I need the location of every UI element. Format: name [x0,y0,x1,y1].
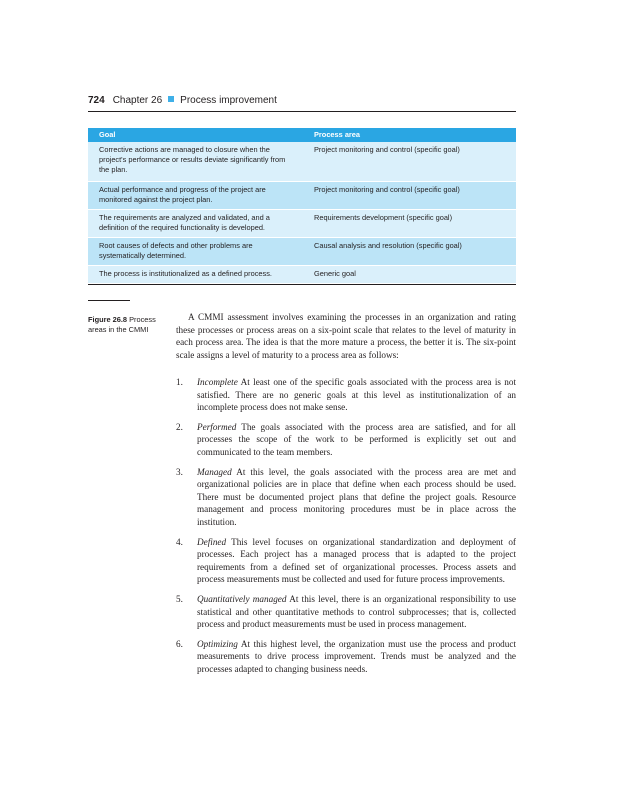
level-term: Defined [197,536,227,547]
process-areas-table [88,128,516,285]
list-item [176,638,516,676]
list-item-text [197,421,516,459]
header-rule [88,111,516,112]
table-row [88,210,516,238]
intro-paragraph: A CMMI assessment involves examining the processes in an organization and rating these processes or process areas on a six-point scale that relates to the level of maturity in each process area. The idea is that the more mature a process, the better it is. The six-point scale assigns a level of maturity to a process area as follows: [176,312,516,360]
list-item-text [197,593,516,631]
level-description: At this level, there is an organizational responsibility to use statistical and other quantitative methods to control subprocesses; that is, collected process and product measurements must be used in process management. [197,593,516,630]
list-item [176,593,516,631]
list-item [176,376,516,414]
table-header [88,128,516,142]
page-number: 724 [88,95,105,106]
list-number: 6. [176,638,183,649]
chapter-label: Chapter 26 [112,95,163,106]
table-row [88,238,516,266]
list-number: 3. [176,466,183,477]
maturity-levels-list [176,376,516,682]
table-row [88,142,516,182]
level-description: At this level, the goals associated with the process area are met and organizational policies are in place that define when each process should be used. There must be documented project plans that define the project goals. Resource management and process monitoring procedures must be in place across the institution. [197,466,516,527]
table-bottom-rule [88,284,516,285]
list-number: 1. [176,377,183,387]
level-description: This level focuses on organizational standardization and deployment of processes. Each project has a managed process that is adapted to the project requirements from a defined set of organizational processes. Process assets and process measurements must be collected and used for future process improvements. [197,536,516,585]
process-area-cell: Requirements development (specific goal) [314,213,453,222]
list-item-text [197,466,516,529]
level-description: The goals associated with the process area are satisfied, and for all processes the scope of the work to be performed is explicitly set out and communicated to the team members. [197,421,516,457]
list-number: 2. [176,421,183,432]
process-area-cell: Causal analysis and resolution (specific goal) [314,241,462,250]
goal-cell: The process is institutionalized as a defined process. [99,269,272,278]
column-header-process-area: Process area [314,129,361,139]
list-item [176,536,516,586]
level-description: At this highest level, the organization must use the process and product measurements to drive process improvement. Trends must be analyzed and the processes adapted to changing business needs. [197,638,517,674]
list-item-text [197,638,516,676]
list-item [176,421,516,459]
goal-cell: Corrective actions are managed to closure when the project's performance or results deviate significantly from the plan. [99,145,286,175]
process-area-cell: Project monitoring and control (specific goal) [314,145,460,154]
level-term: Performed [197,421,237,432]
list-item-text [197,376,516,414]
figure-caption-text: Process areas in the CMMI [88,315,156,334]
level-term: Incomplete [197,377,238,387]
table-row [88,266,516,284]
level-term: Optimizing [197,638,238,649]
figure-caption [88,315,168,335]
figure-label: Figure 26.8 [88,315,128,324]
list-number: 4. [176,536,183,547]
square-bullet-icon [168,96,174,102]
level-term: Quantitatively managed [197,593,287,604]
intro-paragraph-block [176,311,516,361]
list-number: 5. [176,593,183,604]
goal-cell: The requirements are analyzed and validated, and a definition of the required functionality is developed. [99,213,270,233]
goal-cell: Root causes of defects and other problems are systematically determined. [99,241,253,261]
chapter-title: Process improvement [180,95,277,106]
level-description: At least one of the specific goals associated with the process area is not satisfied. There are no generic goals at this level as institutionalization of an incomplete process does not make sense. [197,377,517,413]
running-header [88,93,516,109]
goal-cell: Actual performance and progress of the project are monitored against the project plan. [99,185,266,205]
list-item [176,466,516,529]
table-row [88,182,516,210]
process-area-cell: Generic goal [314,269,356,278]
process-area-cell: Project monitoring and control (specific goal) [314,185,460,194]
column-header-goal: Goal [99,129,116,139]
list-item-text [197,536,516,586]
level-term: Managed [197,466,232,477]
caption-rule [88,300,130,301]
